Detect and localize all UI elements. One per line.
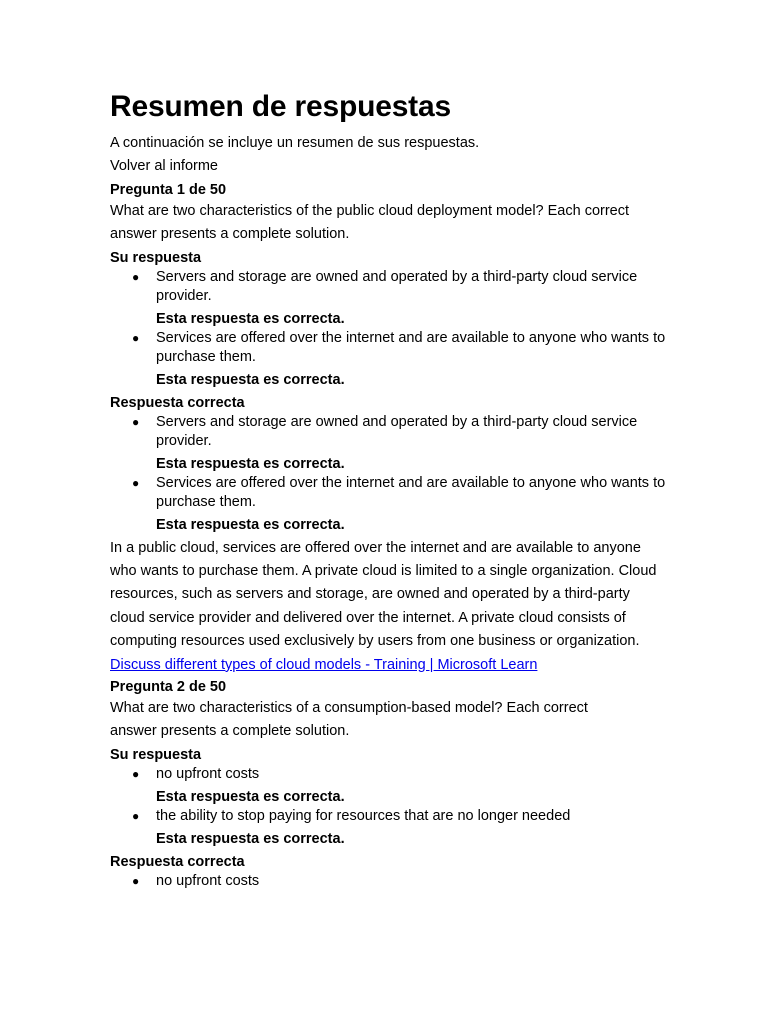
list-item — [110, 765, 670, 807]
answer-text: Services are offered over the internet and are available to anyone who wants to purchase them. — [156, 329, 666, 365]
list-item — [110, 474, 670, 535]
bullet-icon: ● — [132, 808, 140, 823]
q1-correct-label: Respuesta correcta — [110, 394, 245, 411]
q1-your-answers-list — [110, 268, 670, 390]
bullet-icon: ● — [132, 269, 140, 284]
list-item — [110, 413, 670, 474]
list-item — [110, 872, 670, 891]
answer-text: no upfront costs — [156, 872, 260, 889]
q1-learn-link[interactable]: Discuss different types of cloud models - Training | Microsoft Learn — [110, 656, 538, 673]
answer-text: Servers and storage are owned and operated by a third-party cloud service provider. — [156, 268, 638, 304]
q1-your-answer-label: Su respuesta — [110, 249, 202, 266]
answer-verdict: Esta respuesta es correcta. — [156, 788, 345, 805]
list-item — [110, 329, 670, 390]
page-title: Resumen de respuestas — [110, 90, 451, 123]
answer-verdict: Esta respuesta es correcta. — [156, 371, 345, 388]
answer-text: the ability to stop paying for resources that are no longer needed — [156, 807, 571, 824]
answer-verdict: Esta respuesta es correcta. — [156, 455, 345, 472]
answer-verdict: Esta respuesta es correcta. — [156, 310, 345, 327]
question-2-header: Pregunta 2 de 50 — [110, 679, 227, 696]
answer-verdict: Esta respuesta es correcta. — [156, 830, 345, 847]
bullet-icon: ● — [132, 475, 140, 490]
q2-your-answers-list — [110, 765, 670, 849]
content — [110, 88, 670, 891]
q2-correct-answers-list — [110, 872, 670, 891]
bullet-icon: ● — [132, 766, 140, 781]
answer-text: Services are offered over the internet and are available to anyone who wants to purchase them. — [156, 474, 666, 510]
bullet-icon: ● — [132, 873, 140, 888]
q1-correct-answers-list — [110, 413, 670, 535]
intro-text: A continuación se incluye un resumen de sus respuestas. — [110, 135, 480, 151]
bullet-icon: ● — [132, 330, 140, 345]
q2-your-answer-label: Su respuesta — [110, 746, 202, 763]
question-1-text: What are two characteristics of the public cloud deployment model? Each correct answer presents a complete solution. — [110, 202, 630, 243]
q2-correct-label: Respuesta correcta — [110, 853, 245, 870]
q1-explanation: In a public cloud, services are offered over the internet and are available to anyone who wants to purchase them. A private cloud is limited to a single organization. Cloud resources, such as servers and storage, are owned and operated by a third-party cloud service provider and delivered over the internet. A private cloud consists of computing resources used exclusively by users from one business or organization. — [110, 539, 657, 650]
q1-learn-link-container — [110, 654, 670, 677]
list-item — [110, 268, 670, 329]
answer-text: Servers and storage are owned and operated by a third-party cloud service provider. — [156, 413, 638, 449]
answer-verdict: Esta respuesta es correcta. — [156, 516, 345, 533]
back-to-report-link[interactable]: Volver al informe — [110, 158, 218, 175]
answer-text: no upfront costs — [156, 765, 260, 782]
question-1-header: Pregunta 1 de 50 — [110, 181, 227, 198]
list-item — [110, 807, 670, 849]
question-2-text: What are two characteristics of a consumption-based model? Each correct answer presents a complete solution. — [110, 700, 588, 740]
bullet-icon: ● — [132, 414, 140, 429]
